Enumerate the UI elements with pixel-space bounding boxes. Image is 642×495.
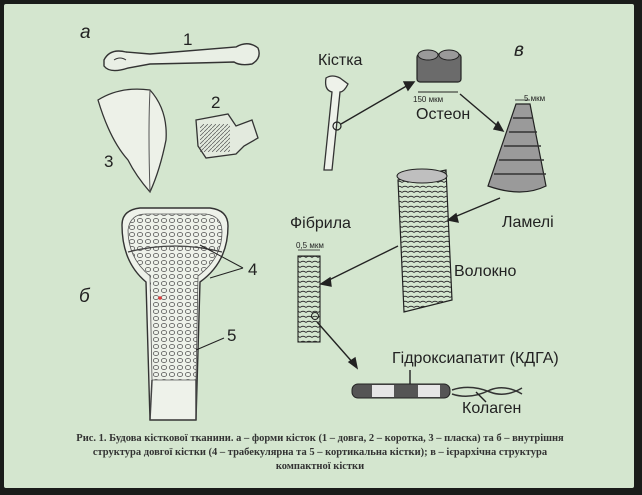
caption-line-2: структура довгої кістки (4 – трабекулярна та 5 – кортикальна кістки); в – ієрархічна структура <box>92 447 548 458</box>
caption-line-3: компактної кістки <box>275 461 365 472</box>
short-bone-drawing <box>196 114 258 158</box>
label-bone: Кістка <box>318 52 363 69</box>
label-number-3: 3 <box>104 152 114 171</box>
flat-bone-drawing <box>98 89 166 192</box>
label-number-4: 4 <box>248 260 258 279</box>
label-number-1: 1 <box>183 30 193 49</box>
label-collagen: Колаген <box>462 400 522 417</box>
fiber-drawing <box>397 169 452 312</box>
label-fibril: Фібрила <box>290 215 351 232</box>
panel-label-v: в <box>514 40 524 61</box>
label-osteon: Остеон <box>416 106 471 123</box>
fibril-drawing <box>298 250 320 342</box>
osteon-drawing <box>417 50 461 92</box>
panel-label-b: б <box>79 286 90 307</box>
lamellae-drawing <box>488 100 546 192</box>
label-hydroxyapatite: Гідроксиапатит (КДГА) <box>392 350 559 367</box>
caption-line-1: Рис. 1. Будова кісткової тканини. а – форми кісток (1 – довга, 2 – коротка, 3 – пласка) та б – внутрішня <box>76 433 564 444</box>
hydroxyapatite-collagen-drawing <box>352 384 522 398</box>
label-lamellae: Ламелі <box>502 214 554 231</box>
label-lamella-size: 5 мкм <box>524 94 546 103</box>
figure-caption <box>14 432 626 474</box>
label-fiber: Волокно <box>454 263 517 280</box>
panel-label-a: а <box>80 22 91 43</box>
label-fibril-size: 0,5 мкм <box>296 241 324 250</box>
long-bone-section-drawing <box>122 208 228 420</box>
label-number-5: 5 <box>227 326 237 345</box>
label-number-2: 2 <box>211 93 221 112</box>
long-bone-drawing <box>104 44 259 71</box>
label-osteon-size: 150 мкм <box>413 95 444 104</box>
hierarchy-bone-drawing <box>324 76 348 170</box>
